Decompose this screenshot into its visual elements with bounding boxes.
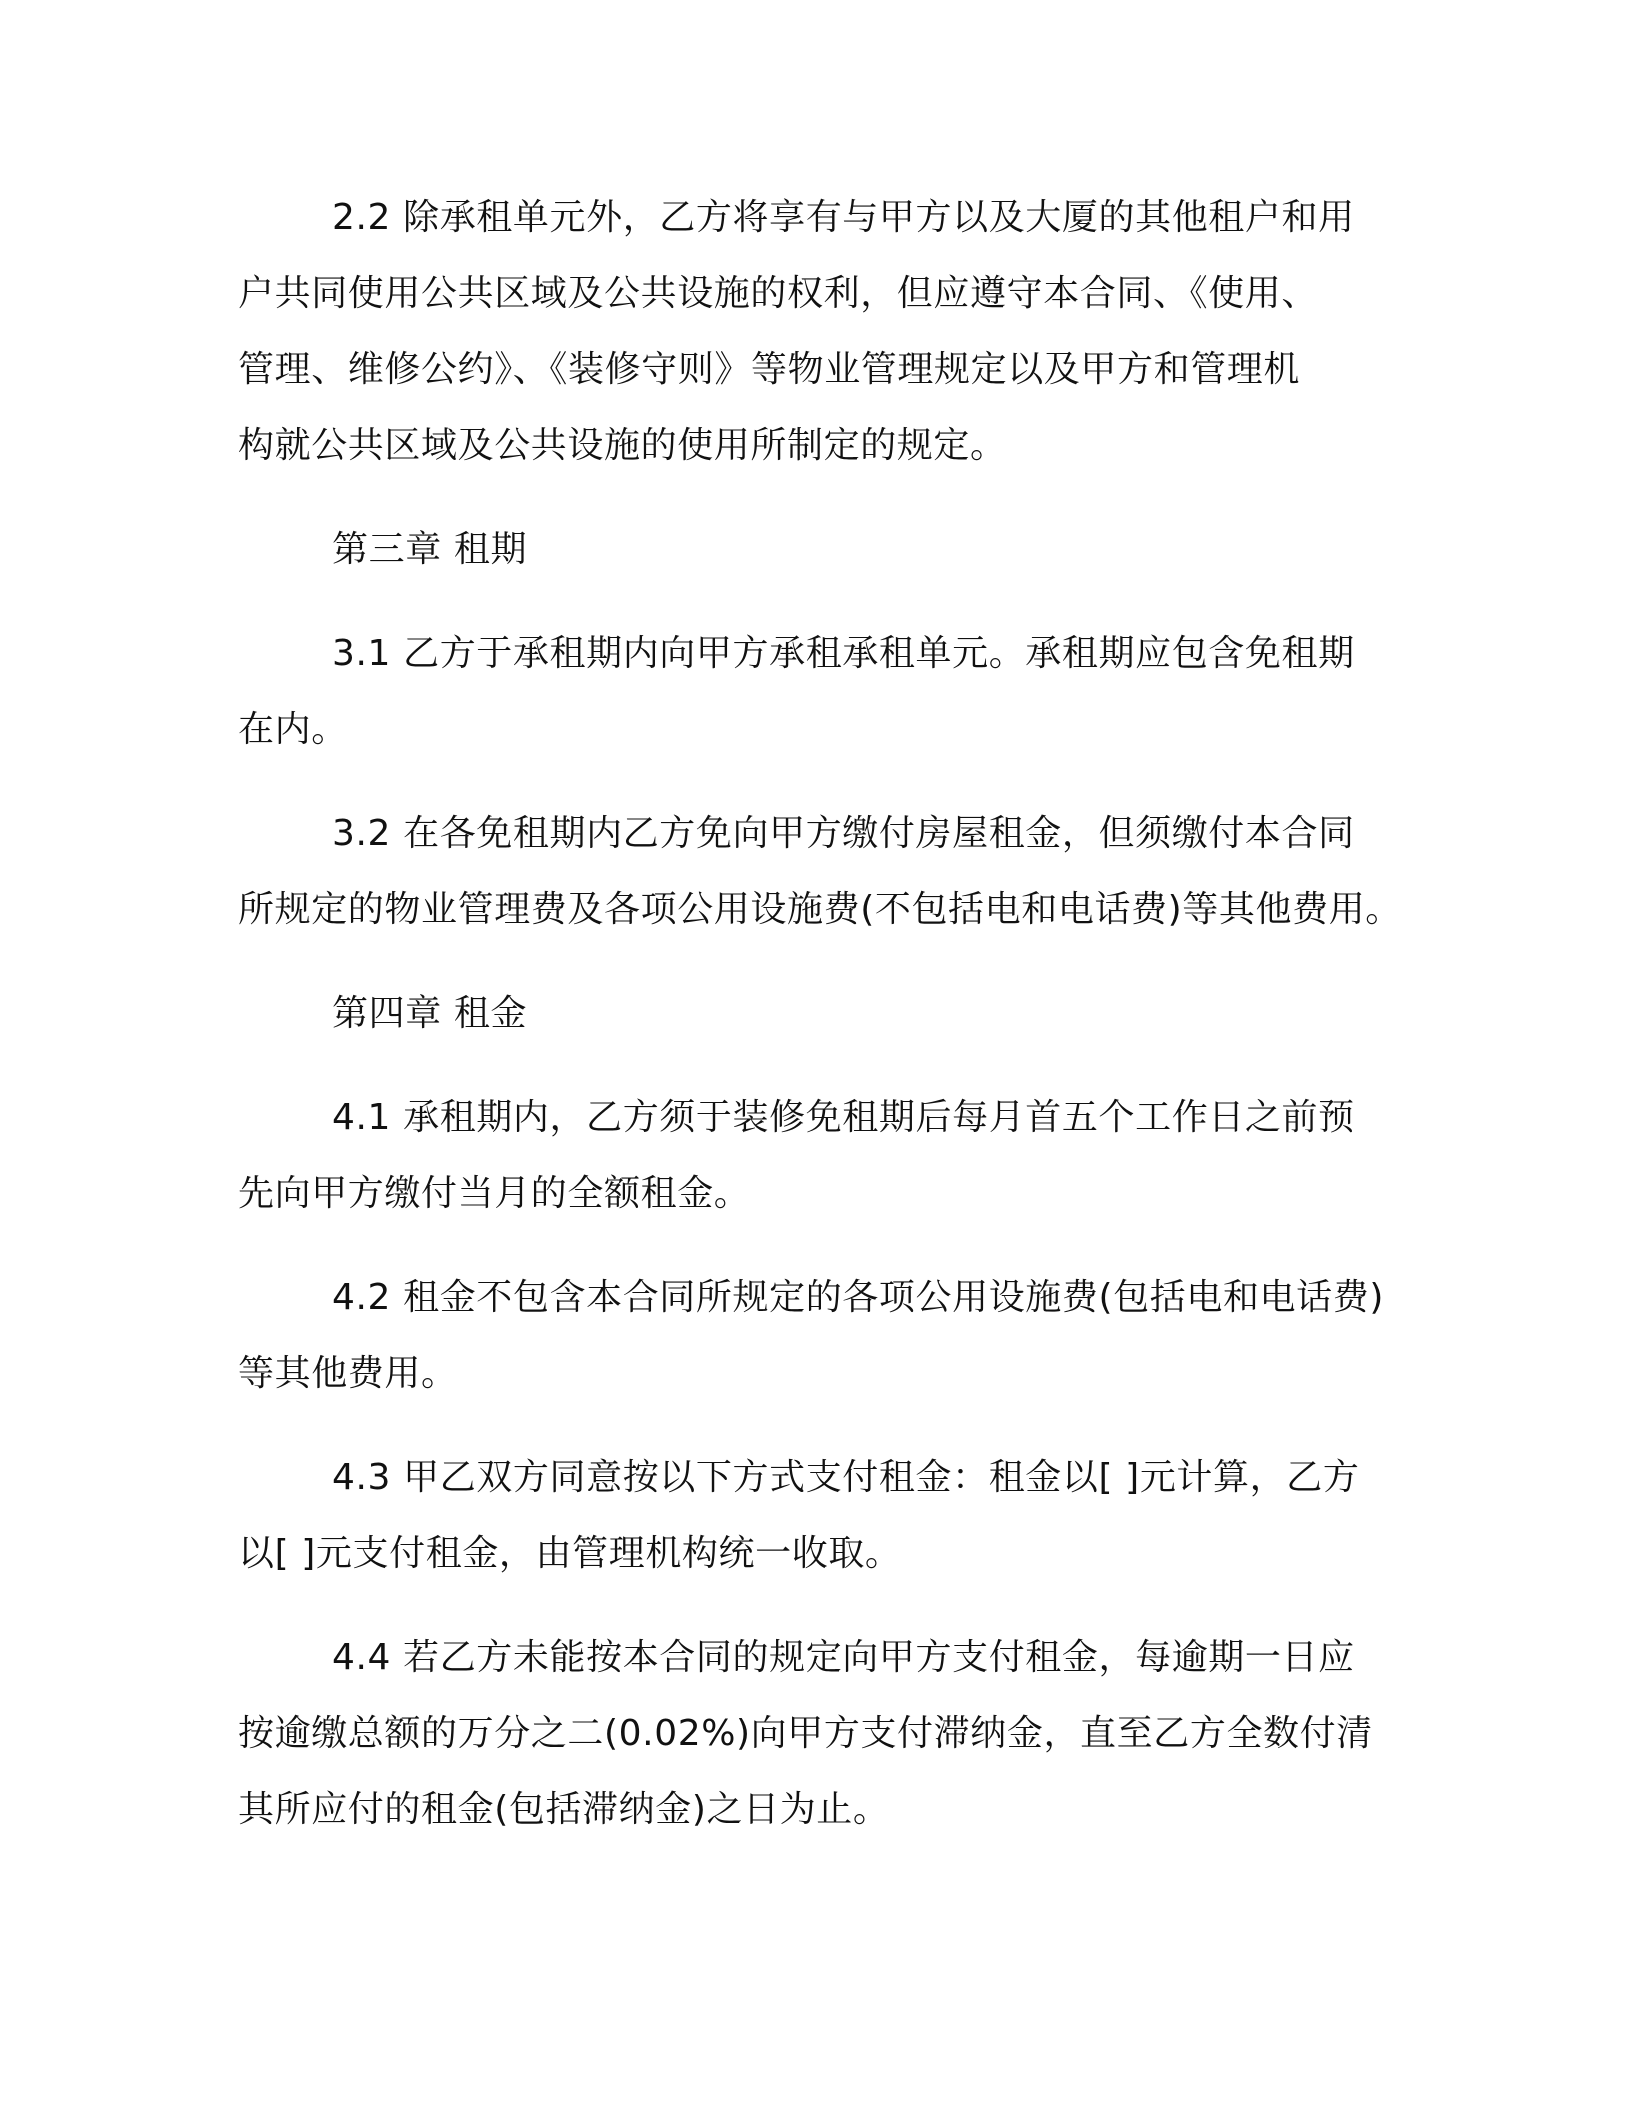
clause-4-3-line-2: 以[ ]元支付租金，由管理机构统一收取。	[238, 1533, 902, 1574]
clause-4-4-line-3: 其所应付的租金(包括滞纳金)之日为止。	[238, 1789, 890, 1830]
clause-4-2-line-2: 等其他费用。	[238, 1353, 458, 1394]
clause-4-1-line-2: 先向甲方缴付当月的全额租金。	[238, 1173, 751, 1214]
clause-4-3-line-1: 4.3 甲乙双方同意按以下方式支付租金：租金以[ ]元计算，乙方	[332, 1457, 1360, 1498]
clause-2-2-line-4: 构就公共区域及公共设施的使用所制定的规定。	[238, 425, 1007, 466]
clause-3-2-line-2: 所规定的物业管理费及各项公用设施费(不包括电和电话费)等其他费用。	[238, 889, 1402, 930]
clause-4-4-line-2: 按逾缴总额的万分之二(0.02%)向甲方支付滞纳金，直至乙方全数付清	[238, 1713, 1373, 1754]
clause-3-1-line-2: 在内。	[238, 709, 348, 750]
clause-3-2-line-1: 3.2 在各免租期内乙方免向甲方缴付房屋租金，但须缴付本合同	[332, 813, 1355, 854]
clause-4-4-line-1: 4.4 若乙方未能按本合同的规定向甲方支付租金，每逾期一日应	[332, 1637, 1355, 1678]
clause-4-2-line-1: 4.2 租金不包含本合同所规定的各项公用设施费(包括电和电话费)	[332, 1277, 1384, 1318]
chapter-3-heading: 第三章 租期	[332, 529, 528, 570]
clause-2-2-line-3: 管理、维修公约》、《装修守则》等物业管理规定以及甲方和管理机	[238, 349, 1301, 390]
clause-4-1-line-1: 4.1 承租期内，乙方须于装修免租期后每月首五个工作日之前预	[332, 1097, 1355, 1138]
clause-2-2-line-1: 2.2 除承租单元外，乙方将享有与甲方以及大厦的其他租户和用	[332, 197, 1355, 238]
clause-2-2-line-2: 户共同使用公共区域及公共设施的权利，但应遵守本合同、《使用、	[238, 273, 1319, 314]
clause-3-1-line-1: 3.1 乙方于承租期内向甲方承租承租单元。承租期应包含免租期	[332, 633, 1355, 674]
chapter-4-heading: 第四章 租金	[332, 993, 528, 1034]
